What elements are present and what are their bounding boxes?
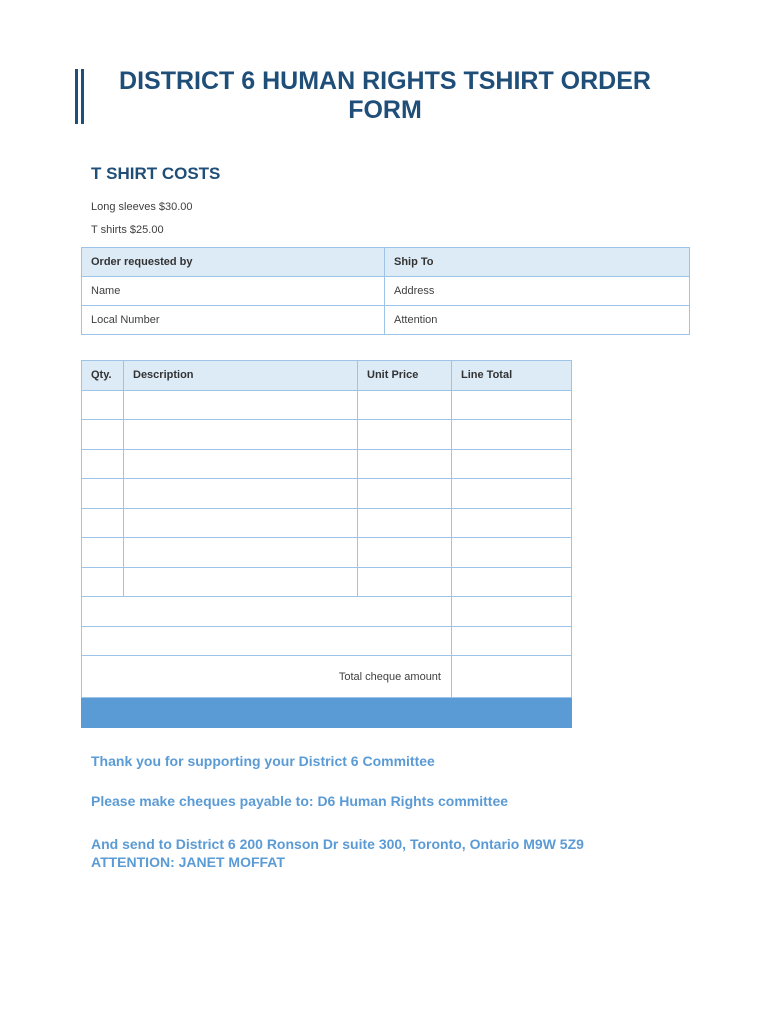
address-field[interactable]: Address — [385, 277, 690, 306]
total-cheque-amount-label: Total cheque amount — [82, 656, 452, 698]
description-cell[interactable] — [124, 508, 358, 538]
qty-header: Qty. — [82, 361, 124, 391]
qty-cell[interactable] — [82, 390, 124, 420]
subtotal-row — [82, 626, 572, 656]
description-cell[interactable] — [124, 538, 358, 568]
item-row — [82, 538, 572, 568]
item-row — [82, 479, 572, 509]
attention-field[interactable]: Attention — [385, 306, 690, 335]
description-cell[interactable] — [124, 420, 358, 450]
footer-band-cell — [82, 698, 358, 728]
description-cell[interactable] — [124, 567, 358, 597]
subtotal-row — [82, 597, 572, 627]
payable-instructions: Please make cheques payable to: D6 Human Rights committee — [91, 793, 509, 809]
long-sleeves-cost: Long sleeves $30.00 — [91, 201, 193, 213]
costs-heading: T SHIRT COSTS — [91, 164, 221, 183]
qty-cell[interactable] — [82, 479, 124, 509]
qty-cell[interactable] — [82, 449, 124, 479]
unit-price-cell[interactable] — [358, 479, 452, 509]
item-row — [82, 449, 572, 479]
mailing-instructions — [91, 835, 584, 871]
contact-header-row — [82, 248, 690, 277]
tshirts-cost: T shirts $25.00 — [91, 224, 164, 236]
unit-price-cell[interactable] — [358, 567, 452, 597]
local-number-field[interactable]: Local Number — [82, 306, 385, 335]
subtotal-value-cell[interactable] — [452, 597, 572, 627]
description-cell[interactable] — [124, 479, 358, 509]
contact-row — [82, 277, 690, 306]
page-title: DISTRICT 6 HUMAN RIGHTS TSHIRT ORDER FORM — [119, 67, 651, 124]
name-field[interactable]: Name — [82, 277, 385, 306]
title-accent-bars — [75, 69, 85, 124]
qty-cell[interactable] — [82, 508, 124, 538]
total-row — [82, 656, 572, 698]
order-requested-by-header: Order requested by — [82, 248, 385, 277]
thank-you-message: Thank you for supporting your District 6 Committee — [91, 753, 435, 769]
total-cheque-amount-value[interactable] — [452, 656, 572, 698]
unit-price-cell[interactable] — [358, 538, 452, 568]
mailing-attention: ATTENTION: JANET MOFFAT — [91, 854, 285, 870]
subtotal-label-cell — [82, 626, 452, 656]
qty-cell[interactable] — [82, 538, 124, 568]
line-total-cell[interactable] — [452, 567, 572, 597]
line-total-cell[interactable] — [452, 479, 572, 509]
title-accent-bar — [75, 69, 78, 124]
item-row — [82, 390, 572, 420]
qty-cell[interactable] — [82, 567, 124, 597]
mailing-address: And send to District 6 200 Ronson Dr suite 300, Toronto, Ontario M9W 5Z9 — [91, 836, 584, 852]
description-header: Description — [124, 361, 358, 391]
item-row — [82, 567, 572, 597]
line-total-cell[interactable] — [452, 538, 572, 568]
qty-cell[interactable] — [82, 420, 124, 450]
unit-price-cell[interactable] — [358, 449, 452, 479]
table-footer-band — [82, 698, 572, 728]
title-accent-bar — [81, 69, 84, 124]
description-cell[interactable] — [124, 449, 358, 479]
description-cell[interactable] — [124, 390, 358, 420]
unit-price-header: Unit Price — [358, 361, 452, 391]
line-total-cell[interactable] — [452, 390, 572, 420]
item-row — [82, 420, 572, 450]
unit-price-cell[interactable] — [358, 390, 452, 420]
line-total-cell[interactable] — [452, 508, 572, 538]
contact-table — [81, 247, 690, 335]
line-total-header: Line Total — [452, 361, 572, 391]
line-total-cell[interactable] — [452, 449, 572, 479]
contact-row — [82, 306, 690, 335]
footer-band-cell — [358, 698, 452, 728]
unit-price-cell[interactable] — [358, 420, 452, 450]
subtotal-value-cell[interactable] — [452, 626, 572, 656]
subtotal-label-cell — [82, 597, 452, 627]
line-total-cell[interactable] — [452, 420, 572, 450]
ship-to-header: Ship To — [385, 248, 690, 277]
order-items-table — [81, 360, 572, 728]
footer-band-cell — [452, 698, 572, 728]
unit-price-cell[interactable] — [358, 508, 452, 538]
item-row — [82, 508, 572, 538]
items-header-row — [82, 361, 572, 391]
